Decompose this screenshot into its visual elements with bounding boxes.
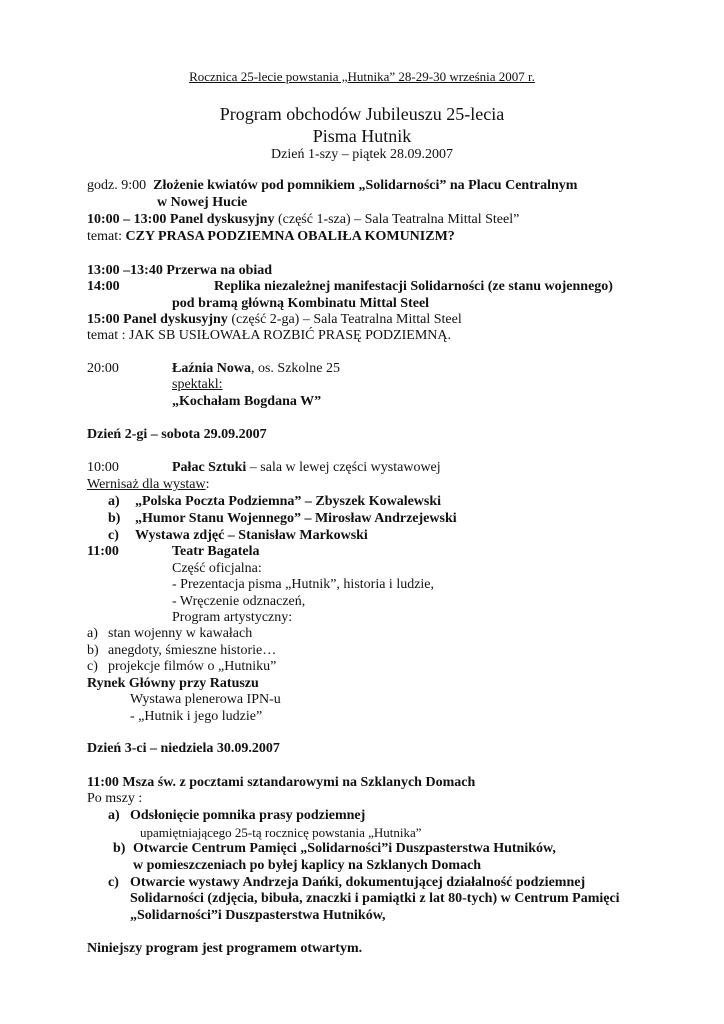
vernissage-label: Wernisaż dla wystaw [87, 477, 206, 492]
exhibit-letter: c) [108, 528, 119, 543]
day3-item: Otwarcie Centrum Pamięci „Solidarności”i Duszpasterstwa Hutników, [133, 841, 556, 856]
exhibit-letter: b) [108, 511, 121, 526]
vernissage-colon: : [205, 477, 210, 492]
artistic-item: stan wojenny w kawałach [108, 626, 253, 641]
ipn-exhibition: Wystawa plenerowa IPN-u [130, 692, 281, 707]
evening-time: 20:00 [87, 361, 119, 376]
panel2-title: 15:00 Panel dyskusyjny [87, 312, 228, 327]
official-item: - Prezentacja pisma „Hutnik”, historia i ludzie, [172, 577, 435, 592]
flowers-text: Złożenie kwiatów pod pomnikiem „Solidarności” na Placu Centralnym [153, 178, 578, 193]
replica-text: Replika niezależnej manifestacji Solidarności (ze stanu wojennego) [214, 279, 613, 294]
anniversary-line: Rocznica 25-lecie powstania „Hutnika” 28-29-30 września 2007 r. [189, 69, 535, 84]
day3-item-cont: Solidarności (zdjęcia, bibuła, znaczki i pamiątki z lat 80-tych) w Centrum Pamięci [130, 891, 620, 906]
theatre-name: Teatr Bagatela [172, 544, 260, 559]
after-mass-label: Po mszy : [87, 791, 143, 806]
ipn-exhibition-title: - „Hutnik i jego ludzie” [130, 709, 263, 724]
panel1-line [87, 213, 519, 227]
artistic-item: anegdoty, śmieszne historie… [108, 643, 277, 658]
exhibit-item: Wystawa zdjęć – Stanisław Markowski [135, 528, 368, 543]
page-title: Program obchodów Jubileuszu 25-lecia [219, 104, 505, 124]
palace-name: Pałac Sztuki [172, 460, 247, 475]
artistic-letter: b) [87, 643, 99, 658]
closing-note: Niniejszy program jest programem otwartym. [87, 941, 363, 956]
official-item: - Wręczenie odznaczeń, [172, 594, 306, 609]
official-part-label: Część oficjalna: [172, 561, 262, 576]
lunch-break: 13:00 –13:40 Przerwa na obiad [87, 263, 273, 278]
topic1-line [87, 230, 455, 244]
topic1-label: temat: [87, 229, 122, 244]
exhibit-item: „Polska Poczta Podziemna” – Zbyszek Kowalewski [135, 494, 442, 509]
spektakl-title: „Kochałam Bogdana W” [172, 394, 322, 409]
day3-item-cont: upamiętniającego 25-tą rocznicę powstania „Hutnika” [140, 825, 422, 840]
exhibit-letter: a) [108, 494, 120, 509]
panel1-title: Panel dyskusyjny [169, 212, 275, 227]
flowers-line [87, 179, 577, 193]
vernissage-line [87, 478, 210, 492]
mass-line: 11:00 Msza św. z pocztami sztandarowymi na Szklanych Domach [87, 775, 476, 790]
panel2-line [87, 313, 462, 327]
artistic-program-label: Program artystyczny: [172, 610, 293, 625]
flowers-time: godz. 9:00 [87, 178, 147, 193]
evening-address: , os. Szkolne 25 [250, 361, 341, 376]
evening-venue: Łaźnia Nowa [172, 361, 251, 376]
evening-place [172, 362, 340, 376]
theatre-time: 11:00 [87, 544, 119, 559]
flowers-location: w Nowej Hucie [157, 195, 248, 210]
panel1-time: 10:00 – 13:00 [87, 212, 167, 227]
day3-item: Otwarcie wystawy Andrzeja Dańki, dokumentującej działalność podziemnej [130, 875, 586, 890]
exhibit-item: „Humor Stanu Wojennego” – Mirosław Andrzejewski [135, 511, 457, 526]
day3-heading: Dzień 3-ci – niedziela 30.09.2007 [87, 741, 280, 756]
palace-time: 10:00 [87, 460, 119, 475]
panel2-details: (część 2-ga) – Sala Teatralna Mittal Steel [231, 312, 462, 327]
replica-time: 14:00 [87, 279, 120, 294]
page-subtitle: Pisma Hutnik [312, 126, 412, 146]
artistic-letter: a) [87, 626, 98, 641]
day3-item-cont: „Solidarności”i Duszpasterstwa Hutników, [130, 908, 386, 923]
spektakl-label: spektakl: [172, 377, 223, 392]
day3-item-letter: c) [108, 875, 119, 890]
topic2-line: temat : JAK SB USIŁOWAŁA ROZBIĆ PRASĘ PODZIEMNĄ. [87, 328, 452, 343]
palace-line [172, 461, 441, 475]
replica-location: pod bramą główną Kombinatu Mittal Steel [172, 296, 430, 311]
day3-item-letter: b) [113, 841, 126, 856]
day3-item-letter: a) [108, 808, 120, 823]
artistic-item: projekcje filmów o „Hutniku” [108, 659, 277, 674]
day1-heading: Dzień 1-szy – piątek 28.09.2007 [271, 147, 453, 162]
palace-details: – sala w lewej części wystawowej [246, 460, 441, 475]
panel1-details: (część 1-sza) – Sala Teatralna Mittal Steel” [277, 212, 520, 227]
topic1-text: CZY PRASA PODZIEMNA OBALIŁA KOMUNIZM? [125, 229, 455, 244]
day3-item-cont: w pomieszczeniach po byłej kaplicy na Szklanych Domach [133, 858, 482, 873]
day2-heading: Dzień 2-gi – sobota 29.09.2007 [87, 427, 267, 442]
market-square-heading: Rynek Główny przy Ratuszu [87, 676, 259, 691]
artistic-letter: c) [87, 659, 98, 674]
day3-item: Odsłonięcie pomnika prasy podziemnej [130, 808, 366, 823]
